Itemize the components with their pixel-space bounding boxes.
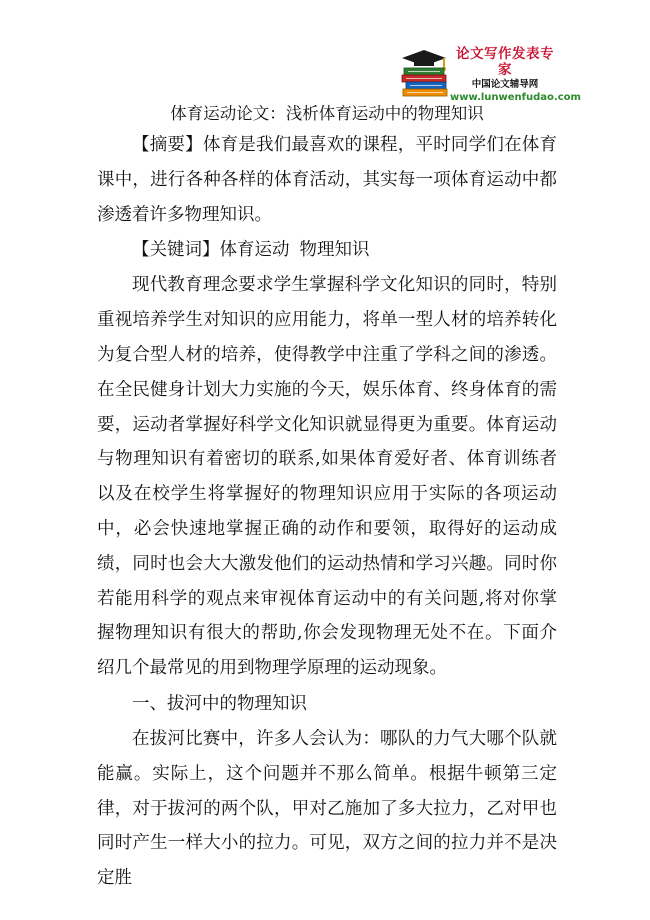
section-paragraph: 在拔河比赛中，许多人会认为：哪队的力气大哪个队就能赢。实际上，这个问题并不那么简单。根据牛顿第三定律，对于拔河的两个队，甲对乙施加了多大拉力，乙对甲也同时产生一样大小的拉力。可见，双方之间的拉力并不是决定胜 (97, 728, 557, 889)
intro-paragraph: 现代教育理念要求学生掌握科学文化知识的同时，特别重视培养学生对知识的应用能力，将单一型人材的培养转化为复合型人材的培养，使得教学中注重了学科之间的渗透。在全民健身计划大力实施的今天，娱乐体育、终身体育的需要，运动者掌握好科学文化知识就显得更为重要。体育运动与物理知识有着密切的联系,如果体育爱好者、体育训练者以及在校学生将掌握好的物理知识应用于实际的各项运动中，必会快速地掌握正确的动作和要领，取得好的运动成绩，同时也会大大激发他们的运动热情和学习兴趣。同时你若能用科学的观点来审视体育运动中的有关问题,将对你掌握物理知识有很大的帮助,你会发现物理无处不在。下面介绍几个最常见的用到物理学原理的运动现象。 (97, 275, 557, 679)
site-logo (398, 42, 581, 103)
abstract-label: 【摘要】 (132, 135, 203, 155)
document-body (97, 100, 557, 896)
logo-url: www.lunwenfudao.com (450, 92, 581, 103)
keywords-line (97, 232, 557, 268)
abstract-paragraph (97, 128, 557, 232)
logo-site-name: 中国论文辅导网 (471, 79, 539, 90)
logo-slogan: 论文写作发表专家 (456, 46, 554, 78)
keyword-item: 物理知识 (299, 240, 370, 261)
section-heading: 一、拔河中的物理知识 (132, 693, 307, 714)
keyword-item: 体育运动 (219, 240, 290, 261)
abstract-text: 体育是我们最喜欢的课程，平时同学们在体育课中，进行各种各样的体育活动，其实每一项体育运动中都渗透着许多物理知识。 (97, 135, 558, 225)
books-graduation-cap-icon (398, 46, 456, 98)
keywords-label: 【关键词】 (132, 240, 220, 261)
page-title: 体育运动论文：浅析体育运动中的物理知识 (170, 104, 484, 123)
logo-text (450, 46, 581, 105)
